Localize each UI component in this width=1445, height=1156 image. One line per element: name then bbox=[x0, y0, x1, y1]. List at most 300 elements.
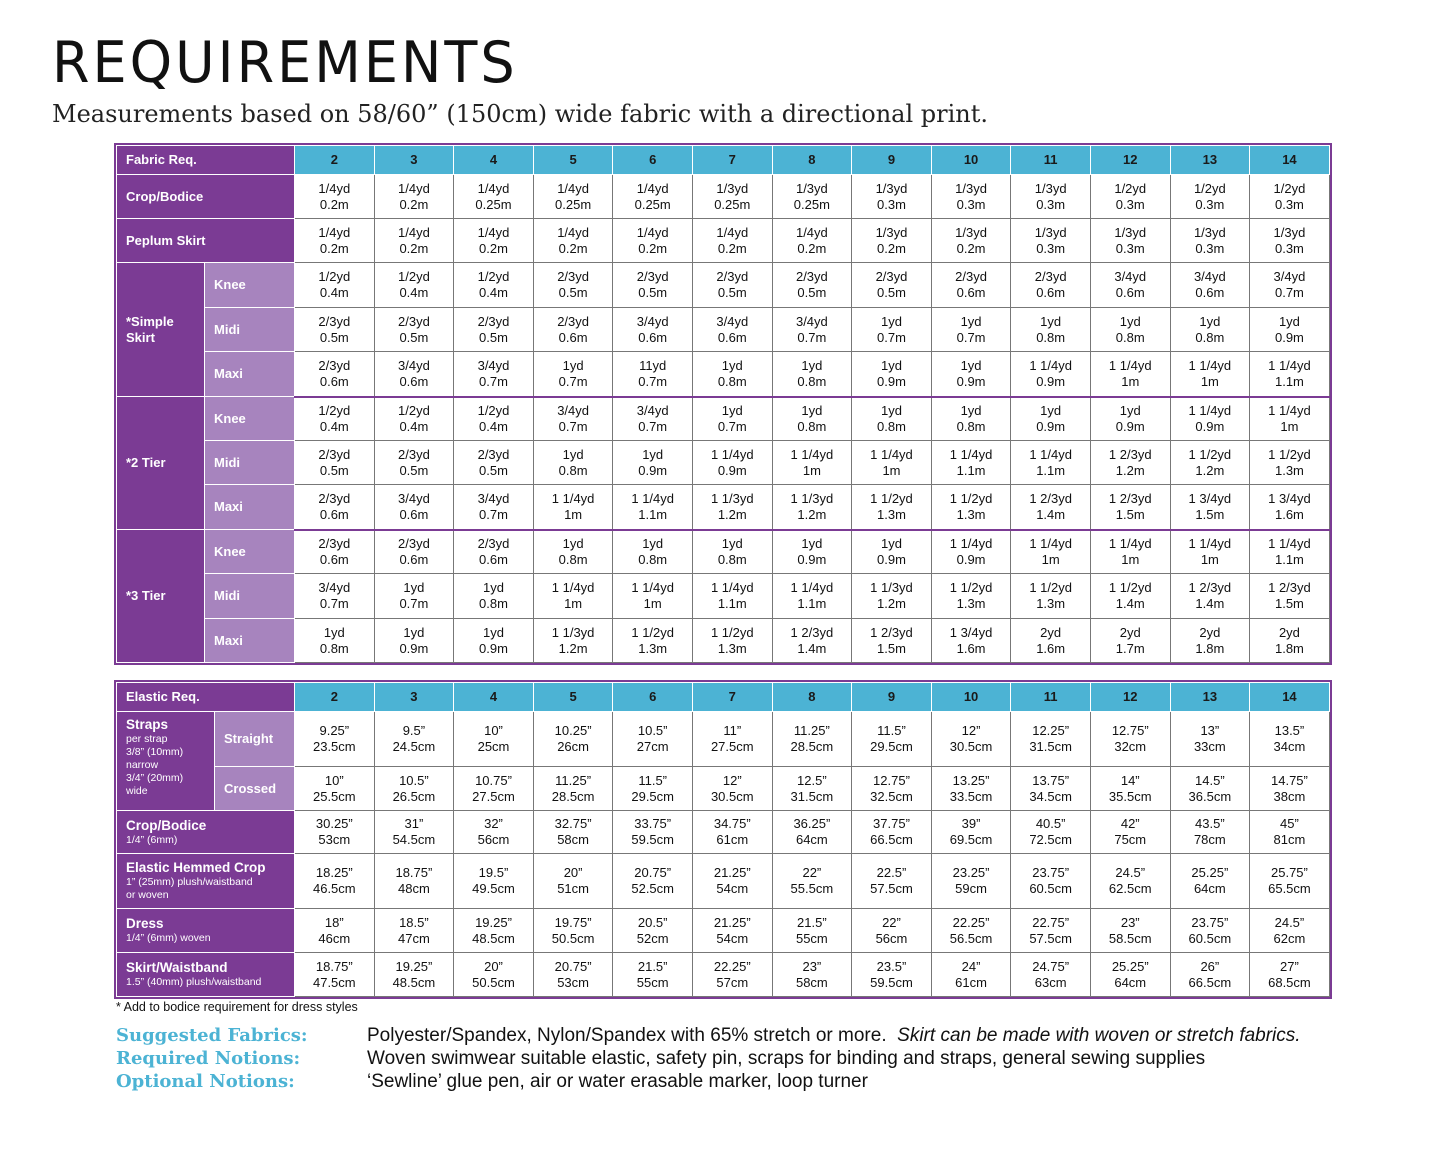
value-imperial: 3/4yd bbox=[795, 313, 828, 329]
elastic-straps-row bbox=[117, 712, 1330, 767]
value-imperial: 1yd bbox=[880, 313, 902, 329]
fabric-value-cell bbox=[533, 175, 613, 219]
fabric-row bbox=[117, 441, 1330, 485]
value-metric: 66.5cm bbox=[1188, 974, 1232, 990]
suggested-fabrics-row bbox=[116, 1024, 1331, 1047]
value-imperial: 23” bbox=[1120, 914, 1140, 930]
value-metric: 60.5cm bbox=[1188, 930, 1232, 946]
value-imperial: 24.5” bbox=[1274, 914, 1305, 930]
fabric-value-cell bbox=[1011, 397, 1091, 441]
value-metric: 59cm bbox=[955, 881, 987, 896]
fabric-group-label: *Simple Skirt bbox=[117, 263, 205, 397]
elastic-value-cell bbox=[692, 767, 772, 811]
fabric-value-cell bbox=[1170, 530, 1250, 574]
value-metric: 0.3m bbox=[877, 196, 906, 212]
value-metric: 0.6m bbox=[1036, 285, 1066, 300]
value-metric: 1m bbox=[802, 462, 821, 478]
elastic-straps-row bbox=[117, 767, 1330, 811]
size-header: 2 bbox=[295, 683, 375, 712]
value-metric: 0.9m bbox=[956, 551, 986, 567]
value-imperial: 1 1/4yd bbox=[551, 580, 595, 595]
value-metric: 51cm bbox=[557, 881, 589, 896]
elastic-value-cell bbox=[295, 909, 375, 953]
value-imperial: 23.75” bbox=[1032, 865, 1070, 880]
value-imperial: 1yd bbox=[960, 313, 982, 329]
value-metric: 0.9m bbox=[877, 373, 906, 389]
fabric-value-cell bbox=[692, 352, 772, 397]
size-header: 2 bbox=[295, 146, 375, 175]
value-imperial: 1 1/4yd bbox=[790, 446, 834, 462]
fabric-value-cell bbox=[931, 219, 1011, 263]
elastic-value-cell bbox=[374, 712, 454, 767]
fabric-length-label: Maxi bbox=[205, 485, 295, 530]
value-metric: 1.1m bbox=[1036, 462, 1066, 478]
value-imperial: 1/2yd bbox=[1114, 180, 1147, 196]
elastic-value-cell bbox=[1250, 712, 1330, 767]
value-metric: 1.2m bbox=[1115, 462, 1145, 478]
value-metric: 1.6m bbox=[1274, 506, 1304, 522]
value-imperial: 1 2/3yd bbox=[1188, 580, 1232, 595]
fabric-value-cell bbox=[692, 574, 772, 619]
value-metric: 0.7m bbox=[717, 418, 747, 434]
size-header: 5 bbox=[533, 683, 613, 712]
value-metric: 1.4m bbox=[1115, 596, 1145, 611]
value-metric: 0.2m bbox=[956, 240, 986, 256]
elastic-value-cell bbox=[1170, 909, 1250, 953]
value-metric: 0.2m bbox=[638, 240, 668, 256]
value-imperial: 1 2/3yd bbox=[1108, 446, 1152, 462]
value-metric: 0.7m bbox=[399, 596, 429, 611]
elastic-value-cell bbox=[852, 953, 932, 997]
value-metric: 23.5cm bbox=[312, 739, 356, 754]
value-imperial: 11.5” bbox=[638, 772, 668, 788]
value-imperial: 1 1/2yd bbox=[1268, 446, 1311, 462]
value-metric: 0.9m bbox=[1036, 373, 1066, 389]
elastic-value-cell bbox=[772, 909, 852, 953]
value-imperial: 19.5” bbox=[478, 865, 509, 880]
value-metric: 0.2m bbox=[877, 240, 906, 256]
value-metric: 24.5cm bbox=[392, 739, 436, 754]
value-metric: 57.5cm bbox=[1029, 930, 1072, 946]
fabric-value-cell bbox=[295, 219, 375, 263]
elastic-value-cell bbox=[692, 854, 772, 909]
size-header: 13 bbox=[1170, 683, 1250, 712]
fabric-value-cell bbox=[374, 530, 454, 574]
value-metric: 1.2m bbox=[717, 506, 747, 522]
elastic-row-title: Skirt/Waistband bbox=[126, 960, 228, 975]
suggested-fabrics-italic: Skirt can be made with woven or stretch fabrics. bbox=[897, 1025, 1301, 1046]
value-imperial: 1 1/2yd bbox=[949, 580, 993, 595]
fabric-requirements-table bbox=[116, 145, 1330, 663]
value-metric: 58cm bbox=[795, 974, 828, 990]
fabric-value-cell bbox=[454, 308, 534, 352]
value-metric: 50.5cm bbox=[551, 930, 595, 946]
straps-desc: narrow bbox=[126, 759, 159, 771]
value-metric: 50.5cm bbox=[472, 974, 515, 990]
value-metric: 1m bbox=[1200, 373, 1219, 389]
fabric-row bbox=[117, 263, 1330, 308]
elastic-value-cell bbox=[533, 854, 613, 909]
fabric-value-cell bbox=[852, 352, 932, 397]
value-metric: 30.5cm bbox=[710, 788, 754, 804]
fabric-value-cell bbox=[931, 352, 1011, 397]
value-metric: 0.8m bbox=[877, 418, 906, 434]
value-metric: 0.5m bbox=[319, 462, 349, 478]
strap-style-label: Crossed bbox=[215, 767, 295, 811]
elastic-value-cell bbox=[1090, 767, 1170, 811]
value-metric: 53cm bbox=[557, 974, 589, 990]
elastic-value-cell bbox=[931, 953, 1011, 997]
value-metric: 26cm bbox=[557, 739, 589, 754]
size-header: 12 bbox=[1090, 683, 1170, 712]
value-imperial: 12.5” bbox=[797, 772, 827, 788]
value-metric: 58cm bbox=[557, 832, 589, 847]
value-metric: 52cm bbox=[636, 930, 669, 946]
value-imperial: 18.75” bbox=[315, 958, 353, 974]
value-imperial: 10.25” bbox=[554, 723, 592, 738]
value-imperial: 3/4yd bbox=[477, 357, 510, 373]
value-metric: 69.5cm bbox=[949, 832, 993, 847]
elastic-value-cell bbox=[1011, 767, 1091, 811]
value-imperial: 1 1/3yd bbox=[710, 490, 754, 506]
value-metric: 1m bbox=[1121, 551, 1140, 567]
fabric-value-cell bbox=[613, 263, 693, 308]
value-metric: 59.5cm bbox=[631, 832, 674, 847]
elastic-value-cell bbox=[295, 953, 375, 997]
fabric-value-cell bbox=[374, 175, 454, 219]
fabric-value-cell bbox=[852, 530, 932, 574]
fabric-value-cell bbox=[692, 619, 772, 663]
value-imperial: 36.25” bbox=[793, 816, 831, 831]
fabric-value-cell bbox=[295, 397, 375, 441]
value-metric: 54.5cm bbox=[392, 832, 436, 847]
footnote: * Add to bodice requirement for dress styles bbox=[116, 1000, 358, 1014]
value-imperial: 3/4yd bbox=[1273, 269, 1306, 284]
fabric-value-cell bbox=[692, 175, 772, 219]
value-metric: 31.5cm bbox=[790, 788, 834, 804]
value-imperial: 1/2yd bbox=[318, 402, 351, 418]
value-metric: 0.6m bbox=[319, 551, 349, 567]
value-metric: 0.6m bbox=[1115, 285, 1145, 300]
elastic-value-cell bbox=[692, 712, 772, 767]
fabric-value-cell bbox=[454, 263, 534, 308]
fabric-value-cell bbox=[852, 574, 932, 619]
fabric-value-cell bbox=[1250, 397, 1330, 441]
elastic-value-cell bbox=[852, 712, 932, 767]
value-imperial: 1/4yd bbox=[716, 224, 749, 240]
elastic-row-label bbox=[117, 854, 295, 909]
value-metric: 0.7m bbox=[558, 373, 588, 389]
value-metric: 0.3m bbox=[1195, 240, 1225, 256]
value-metric: 56cm bbox=[477, 832, 510, 847]
value-imperial: 25.25” bbox=[1191, 865, 1229, 880]
elastic-value-cell bbox=[1170, 811, 1250, 854]
fabric-length-label: Maxi bbox=[205, 619, 295, 663]
value-imperial: 32” bbox=[484, 816, 503, 831]
value-imperial: 1/4yd bbox=[557, 224, 589, 240]
notes-section bbox=[116, 1024, 1331, 1093]
value-metric: 36.5cm bbox=[1188, 788, 1232, 804]
value-metric: 0.3m bbox=[1274, 196, 1304, 212]
value-imperial: 3/4yd bbox=[716, 313, 749, 329]
fabric-value-cell bbox=[772, 352, 852, 397]
value-imperial: 34.75” bbox=[713, 816, 751, 831]
fabric-row bbox=[117, 485, 1330, 530]
value-metric: 0.8m bbox=[558, 462, 588, 478]
fabric-value-cell bbox=[295, 352, 375, 397]
value-metric: 0.3m bbox=[956, 196, 986, 212]
value-metric: 27.5cm bbox=[472, 788, 515, 804]
value-imperial: 1 2/3yd bbox=[1108, 490, 1152, 506]
value-imperial: 1 3/4yd bbox=[949, 624, 993, 640]
fabric-value-cell bbox=[295, 530, 375, 574]
value-metric: 0.25m bbox=[634, 196, 671, 212]
value-metric: 1.3m bbox=[717, 640, 747, 656]
value-imperial: 13.5” bbox=[1274, 723, 1305, 738]
value-metric: 0.2m bbox=[399, 196, 429, 212]
value-imperial: 1 2/3yd bbox=[790, 624, 834, 640]
elastic-value-cell bbox=[454, 712, 534, 767]
value-imperial: 1yd bbox=[1119, 313, 1141, 329]
value-metric: 55cm bbox=[795, 930, 828, 946]
elastic-value-cell bbox=[613, 712, 693, 767]
elastic-value-cell bbox=[295, 712, 375, 767]
fabric-value-cell bbox=[852, 397, 932, 441]
fabric-value-cell bbox=[692, 441, 772, 485]
fabric-value-cell bbox=[1250, 175, 1330, 219]
value-metric: 1.8m bbox=[1195, 640, 1225, 656]
value-metric: 1m bbox=[1041, 551, 1060, 567]
elastic-value-cell bbox=[692, 909, 772, 953]
fabric-value-cell bbox=[1170, 485, 1250, 530]
value-imperial: 1 1/4yd bbox=[1108, 357, 1152, 373]
value-imperial: 18.75” bbox=[395, 865, 433, 880]
value-metric: 1.5m bbox=[1115, 506, 1145, 522]
value-metric: 0.8m bbox=[797, 418, 827, 434]
elastic-value-cell bbox=[852, 767, 932, 811]
value-imperial: 10.75” bbox=[475, 772, 512, 788]
page-title: REQUIREMENTS bbox=[52, 29, 518, 96]
value-metric: 0.5m bbox=[479, 329, 508, 345]
value-imperial: 1yd bbox=[880, 357, 902, 373]
value-imperial: 1 1/4yd bbox=[710, 446, 754, 462]
elastic-value-cell bbox=[533, 767, 613, 811]
fabric-value-cell bbox=[613, 619, 693, 663]
elastic-value-cell bbox=[931, 767, 1011, 811]
value-metric: 63cm bbox=[1034, 974, 1067, 990]
fabric-value-cell bbox=[454, 619, 534, 663]
fabric-value-cell bbox=[454, 352, 534, 397]
fabric-value-cell bbox=[1090, 397, 1170, 441]
size-header: 8 bbox=[772, 146, 852, 175]
value-imperial: 22” bbox=[802, 865, 822, 880]
value-metric: 0.6m bbox=[319, 373, 349, 389]
strap-style-label: Straight bbox=[215, 712, 295, 767]
value-imperial: 1 1/4yd bbox=[1029, 446, 1072, 462]
elastic-value-cell bbox=[1011, 712, 1091, 767]
value-metric: 0.9m bbox=[1195, 418, 1225, 434]
size-header: 6 bbox=[613, 683, 693, 712]
value-imperial: 1 1/4yd bbox=[631, 490, 675, 506]
value-imperial: 10” bbox=[484, 723, 503, 738]
value-imperial: 1/2yd bbox=[1193, 180, 1226, 196]
fabric-value-cell bbox=[1011, 175, 1091, 219]
fabric-value-cell bbox=[295, 574, 375, 619]
value-imperial: 26” bbox=[1200, 958, 1220, 974]
value-imperial: 11.25” bbox=[793, 723, 830, 738]
elastic-value-cell bbox=[613, 909, 693, 953]
fabric-value-cell bbox=[613, 530, 693, 574]
value-imperial: 2/3yd bbox=[477, 313, 510, 329]
value-metric: 1.7m bbox=[1115, 640, 1145, 656]
value-metric: 0.8m bbox=[638, 551, 668, 567]
elastic-value-cell bbox=[1170, 854, 1250, 909]
value-metric: 0.4m bbox=[319, 418, 349, 434]
fabric-value-cell bbox=[931, 397, 1011, 441]
value-imperial: 12.25” bbox=[1032, 723, 1070, 738]
value-imperial: 1yd bbox=[562, 446, 584, 462]
fabric-value-cell bbox=[692, 263, 772, 308]
value-metric: 1.5m bbox=[1195, 506, 1225, 522]
fabric-value-cell bbox=[931, 175, 1011, 219]
value-imperial: 1yd bbox=[801, 535, 823, 551]
value-imperial: 1 3/4yd bbox=[1268, 490, 1311, 506]
size-header: 10 bbox=[931, 146, 1011, 175]
value-metric: 0.25m bbox=[555, 196, 592, 212]
value-metric: 52.5cm bbox=[631, 881, 674, 896]
value-metric: 38cm bbox=[1273, 788, 1306, 804]
fabric-length-label: Maxi bbox=[205, 352, 295, 397]
fabric-value-cell bbox=[533, 219, 613, 263]
value-imperial: 1 1/2yd bbox=[631, 624, 675, 640]
size-header: 14 bbox=[1250, 683, 1330, 712]
value-imperial: 25.25” bbox=[1111, 958, 1149, 974]
fabric-group-label: Crop/Bodice bbox=[117, 175, 295, 219]
elastic-value-cell bbox=[772, 854, 852, 909]
size-header: 3 bbox=[374, 683, 454, 712]
elastic-value-cell bbox=[1250, 811, 1330, 854]
fabric-value-cell bbox=[852, 219, 932, 263]
value-imperial: 43.5” bbox=[1195, 816, 1225, 831]
fabric-value-cell bbox=[613, 397, 693, 441]
value-metric: 0.4m bbox=[479, 285, 508, 300]
value-metric: 28.5cm bbox=[790, 739, 834, 754]
value-imperial: 1yd bbox=[562, 535, 584, 551]
size-header: 12 bbox=[1090, 146, 1170, 175]
value-imperial: 13.25” bbox=[952, 772, 990, 788]
value-metric: 66.5cm bbox=[870, 832, 913, 847]
fabric-value-cell bbox=[772, 263, 852, 308]
value-imperial: 2/3yd bbox=[318, 357, 351, 373]
value-metric: 55cm bbox=[636, 974, 669, 990]
elastic-value-cell bbox=[1250, 854, 1330, 909]
value-metric: 1.1m bbox=[638, 506, 668, 522]
value-imperial: 22.5” bbox=[876, 865, 907, 880]
value-metric: 0.6m bbox=[479, 551, 508, 567]
value-metric: 0.9m bbox=[877, 551, 906, 567]
value-imperial: 13” bbox=[1200, 723, 1220, 738]
elastic-row bbox=[117, 909, 1330, 953]
elastic-header-row bbox=[117, 683, 1330, 712]
value-metric: 0.4m bbox=[399, 418, 429, 434]
value-metric: 0.5m bbox=[797, 285, 827, 300]
fabric-value-cell bbox=[533, 352, 613, 397]
straps-desc: per strap bbox=[126, 733, 168, 745]
value-metric: 48.5cm bbox=[392, 974, 436, 990]
fabric-value-cell bbox=[613, 574, 693, 619]
value-metric: 0.5m bbox=[638, 285, 668, 300]
value-imperial: 1/3yd bbox=[875, 224, 908, 240]
value-imperial: 2yd bbox=[1119, 624, 1141, 640]
fabric-row bbox=[117, 352, 1330, 397]
value-metric: 0.6m bbox=[638, 329, 668, 345]
value-imperial: 2yd bbox=[1040, 624, 1062, 640]
value-metric: 0.25m bbox=[793, 196, 830, 212]
elastic-value-cell bbox=[295, 811, 375, 854]
value-metric: 0.6m bbox=[1195, 285, 1225, 300]
value-metric: 0.7m bbox=[638, 373, 668, 389]
fabric-value-cell bbox=[613, 219, 693, 263]
value-imperial: 1yd bbox=[1119, 402, 1141, 418]
fabric-value-cell bbox=[772, 219, 852, 263]
value-imperial: 1yd bbox=[880, 402, 902, 418]
value-imperial: 1yd bbox=[642, 535, 664, 551]
value-imperial: 1 1/4yd bbox=[710, 580, 754, 595]
value-metric: 0.2m bbox=[319, 196, 349, 212]
value-imperial: 24” bbox=[961, 958, 981, 974]
elastic-value-cell bbox=[613, 953, 693, 997]
fabric-value-cell bbox=[1250, 441, 1330, 485]
value-metric: 46.5cm bbox=[312, 881, 356, 896]
fabric-value-cell bbox=[1170, 574, 1250, 619]
elastic-value-cell bbox=[454, 953, 534, 997]
value-imperial: 1 1/2yd bbox=[1188, 446, 1232, 462]
elastic-row bbox=[117, 854, 1330, 909]
fabric-value-cell bbox=[1250, 219, 1330, 263]
fabric-value-cell bbox=[454, 574, 534, 619]
value-imperial: 1yd bbox=[1040, 313, 1062, 329]
fabric-value-cell bbox=[533, 574, 613, 619]
value-metric: 32cm bbox=[1114, 739, 1147, 754]
fabric-value-cell bbox=[1170, 263, 1250, 308]
value-imperial: 1/4yd bbox=[795, 224, 828, 240]
value-metric: 0.9m bbox=[717, 462, 747, 478]
fabric-length-label: Midi bbox=[205, 308, 295, 352]
value-imperial: 1/3yd bbox=[716, 180, 749, 196]
fabric-value-cell bbox=[454, 175, 534, 219]
value-metric: 1.1m bbox=[797, 596, 827, 611]
value-metric: 0.7m bbox=[1274, 285, 1304, 300]
value-metric: 0.2m bbox=[797, 240, 827, 256]
value-imperial: 11.5” bbox=[877, 723, 906, 738]
value-imperial: 13.75” bbox=[1032, 772, 1070, 788]
fabric-value-cell bbox=[533, 263, 613, 308]
elastic-value-cell bbox=[1170, 712, 1250, 767]
fabric-value-cell bbox=[1011, 263, 1091, 308]
fabric-value-cell bbox=[613, 308, 693, 352]
value-imperial: 1/4yd bbox=[318, 224, 351, 240]
fabric-value-cell bbox=[1170, 619, 1250, 663]
value-imperial: 2/3yd bbox=[318, 490, 351, 506]
value-metric: 1.5m bbox=[1274, 596, 1304, 611]
value-imperial: 2/3yd bbox=[477, 446, 510, 462]
value-imperial: 23” bbox=[802, 958, 822, 974]
fabric-value-cell bbox=[772, 308, 852, 352]
fabric-value-cell bbox=[454, 485, 534, 530]
elastic-header-label: Elastic Req. bbox=[117, 683, 295, 712]
value-imperial: 10.5” bbox=[637, 723, 668, 738]
fabric-value-cell bbox=[1090, 175, 1170, 219]
